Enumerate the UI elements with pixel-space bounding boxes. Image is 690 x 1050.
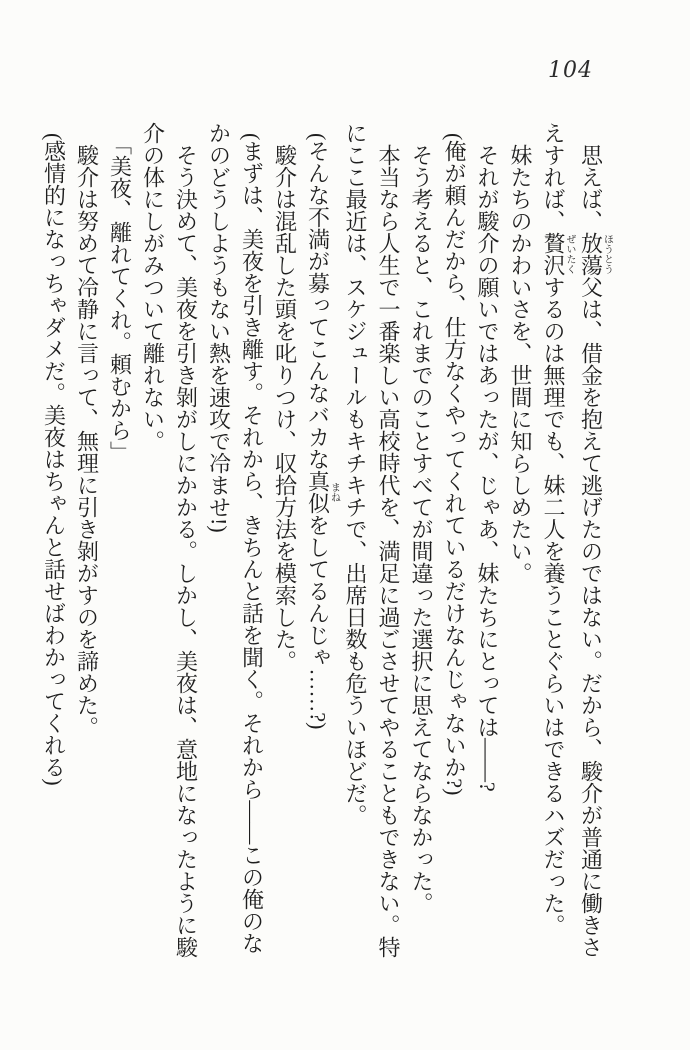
text-line: (そんな不満が募ってこんなバカな真似まねをしてるんじゃ……?) bbox=[305, 133, 340, 730]
text-line: (まずは、美夜を引き離す。それから、きちんと話を聞く。それから――この俺のな bbox=[239, 133, 265, 955]
text-line: にここ最近は、スケジュールもキチキチで、出席日数も危ういほどだ。 bbox=[343, 122, 368, 826]
text-line: 本当なら人生で一番楽しい高校時代を、満足に過ごさせてやることもできない。特 bbox=[376, 144, 401, 958]
text-line: 駿介は努めて冷静に言って、無理に引き剝がすのを諦めた。 bbox=[74, 144, 100, 738]
text-line: (感情的になっちゃダメだ。美夜はちゃんと話せばわかってくれる) bbox=[41, 133, 67, 786]
text-line: 「美夜、離れてくれ。頼むから」 bbox=[107, 133, 133, 463]
text-line: かのどうしようもない熱を速攻で冷ませ!) bbox=[206, 122, 232, 533]
text-line: 駿介は混乱した頭を叱りつけ、収拾方法を模索した。 bbox=[272, 144, 298, 672]
page-number: 104 bbox=[548, 58, 593, 83]
text-line: 妹たちのかわいさを、世間に知らしめたい。 bbox=[508, 144, 533, 584]
text-line: そう考えると、これまでのことすべてが間違った選択に思えてならなかった。 bbox=[409, 144, 434, 914]
text-column-container bbox=[41, 122, 613, 984]
text-line: 介の体にしがみついて離れない。 bbox=[140, 122, 166, 452]
text-line: えすれば、贅沢ぜいたくするのは無理でも、妹二人を養うことぐらいはできるハズだった。 bbox=[541, 122, 575, 936]
ruby-annotated-word: 贅沢ぜいたく bbox=[541, 232, 575, 276]
text-line: それが駿介の願いではあったが、じゃあ、妹たちにとっては――? bbox=[475, 144, 500, 792]
text-line: (俺が頼んだから、仕方なくやってくれているだけなんじゃないか?) bbox=[442, 133, 467, 796]
ruby-annotated-word: 真似まね bbox=[305, 470, 340, 515]
ruby-annotated-word: 放蕩ほうとう bbox=[578, 232, 613, 276]
text-line: 思えば、放蕩ほうとう父は、借金を抱えて逃げたのではない。だから、駿介が普通に働きさ bbox=[578, 144, 613, 958]
text-line: そう決めて、美夜を引き剝がしにかかる。しかし、美夜は、意地になったように駿 bbox=[173, 144, 199, 958]
